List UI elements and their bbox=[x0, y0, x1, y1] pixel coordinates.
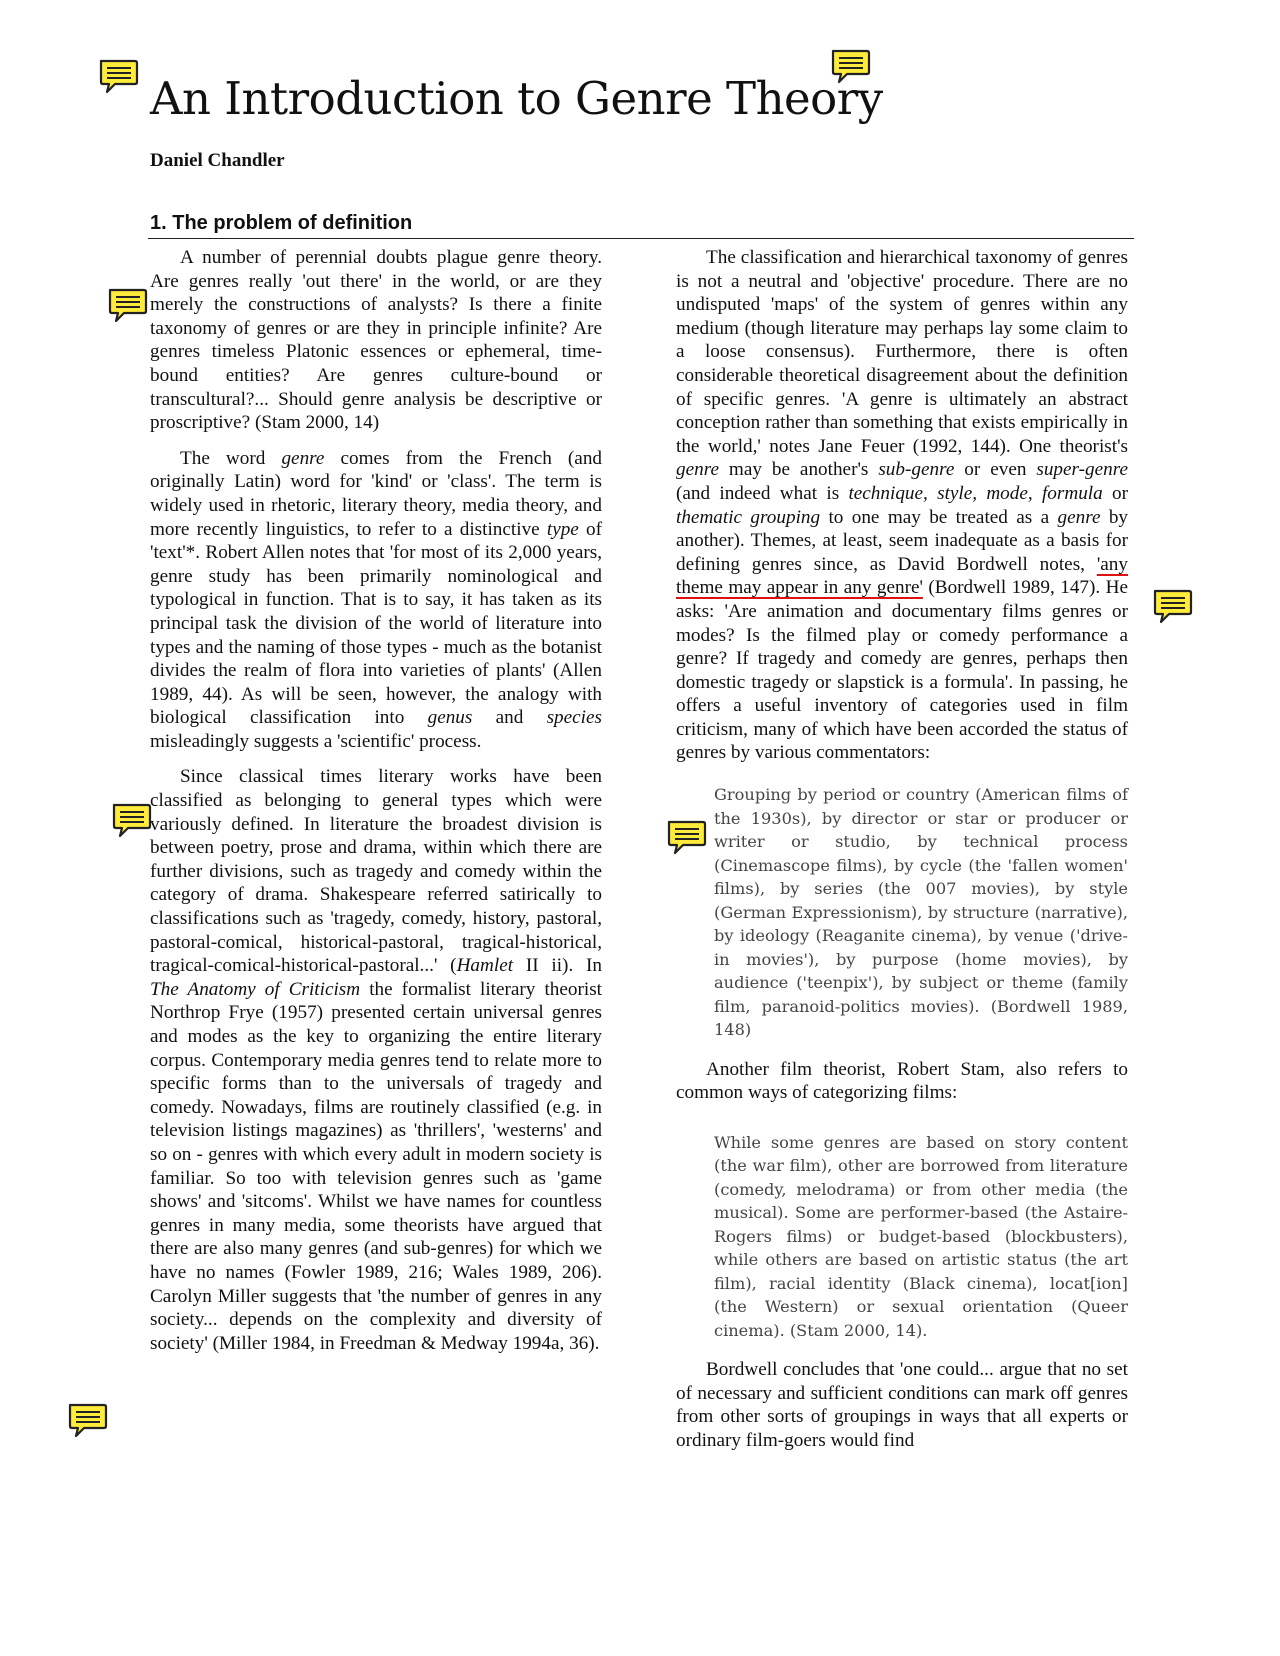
text-run: (Bordwell 1989, 147). He asks: 'Are animation and documentary films genres or modes? Is the filmed play or comedy performance a genre? If tragedy and comedy are genres, perhaps then domestic tragedy or slapstick is a formula'. In passing, he offers a useful inventory of categories used in film criticism, many of which have been accorded the status of genres by various commentators: bbox=[676, 577, 1128, 764]
emphasis-run: genus bbox=[427, 707, 473, 729]
comment-note-icon[interactable] bbox=[110, 800, 152, 842]
text-run: Since classical times literary works have been classified as belonging to general types which were variously defined. In literature the broadest division is between poetry, prose and drama, within which there are further divisions, such as tragedy and comedy within the category of drama. Shakespeare referred satirically to classifications such as 'tragedy, comedy, history, pastoral, pastoral-comical, historical-pastoral, tragical-historical, tragical-comical-historical-pastoral...' ( bbox=[150, 766, 602, 977]
author-name: Daniel Chandler bbox=[150, 150, 285, 171]
emphasis-run: super-genre bbox=[1036, 459, 1128, 481]
text-run: comes from the French (and originally Latin) word for 'kind' or 'class'. The term is widely used in rhetoric, literary theory, media theory, and more recently linguistics, to refer to a distinctive bbox=[150, 447, 603, 540]
right-column bbox=[676, 246, 1128, 1465]
text-run: II ii). In bbox=[513, 955, 602, 977]
paragraph-classical-times bbox=[150, 765, 602, 1355]
text-run: misleadingly suggests a 'scientific' process. bbox=[150, 730, 482, 752]
comment-note-icon[interactable] bbox=[665, 817, 707, 859]
paragraph-perennial-doubts: A number of perennial doubts plague genre theory. Are genres really 'out there' in the world, or are they merely the constructions of analysts? Is there a finite taxonomy of genres or are they in principle infinite? Are genres timeless Platonic essences or ephemeral, time-bound entities? Are genres culture-bound or transcultural?... Should genre analysis be descriptive or proscriptive? (Stam 2000, 14) bbox=[150, 247, 602, 434]
emphasis-run: genre bbox=[676, 459, 719, 481]
text-run: by another). Themes, at least, seem inadequate as a basis for defining genres since, as David Bordwell notes, bbox=[676, 506, 1129, 575]
page-title: An Introduction to Genre Theory bbox=[150, 72, 883, 125]
paragraph-robert-stam: Another film theorist, Robert Stam, also refers to common ways of categorizing films: bbox=[676, 1058, 1128, 1104]
comment-note-icon[interactable] bbox=[66, 1400, 108, 1442]
left-column bbox=[150, 246, 602, 1367]
comment-note-icon[interactable] bbox=[1151, 586, 1193, 628]
text-run: The word bbox=[180, 447, 282, 469]
text-run: The classification and hierarchical taxonomy of genres is not a neutral and 'objective' procedure. There are no undisputed 'maps' of the system of genres within any medium (though literature may perhaps lay some claim to a loose consensus). Furthermore, there is often considerable theoretical disagreement about the definition of specific genres. 'A genre is ultimately an abstract conception rather than something that exists empirically in the world,' notes Jane Feuer (1992, 144). One theorist's bbox=[676, 247, 1128, 457]
underline-highlight[interactable]: 'any theme may appear in any genre' bbox=[676, 553, 1128, 599]
comment-note-icon[interactable] bbox=[106, 285, 148, 327]
emphasis-run: species bbox=[546, 707, 602, 729]
paragraph-bordwell-concludes: Bordwell concludes that 'one could... argue that no set of necessary and sufficient conditions can mark off genres from other sorts of groupings in ways that all experts or ordinary film-goers would find bbox=[676, 1359, 1128, 1452]
comment-note-icon[interactable] bbox=[829, 46, 871, 88]
text-run: and bbox=[472, 707, 547, 729]
section-heading: 1. The problem of definition bbox=[150, 212, 413, 234]
text-run: (and indeed what is bbox=[676, 482, 849, 504]
paragraph-classification-taxonomy bbox=[676, 246, 1128, 765]
text-run: or even bbox=[954, 459, 1037, 481]
text-run: or bbox=[1102, 482, 1128, 504]
comment-note-icon[interactable] bbox=[97, 56, 139, 98]
text-run: to one may be treated as a bbox=[820, 506, 1058, 528]
heading-rule bbox=[148, 238, 1134, 239]
emphasis-run: technique, style, mode, formula bbox=[848, 482, 1103, 504]
text-run: may be another's bbox=[718, 459, 879, 481]
text-run: of 'text'*. Robert Allen notes that 'for most of its 2,000 years, genre study has been primarily nominological and typological in function. That is to say, it has taken as its principal task the division of the world of literature into types and the naming of those types - much as the botanist divides the realm of flora into varieties of plants' (Allen 1989, 44). As will be seen, however, the analogy with biological classification into bbox=[150, 518, 602, 729]
emphasis-run: The Anatomy of Criticism bbox=[150, 978, 361, 1000]
emphasis-run: genre bbox=[1057, 506, 1101, 528]
emphasis-run: sub-genre bbox=[878, 459, 955, 481]
emphasis-run: type bbox=[546, 518, 579, 540]
blockquote-bordwell: Grouping by period or country (American films of the 1930s), by director or star or producer or writer or studio, by technical process (Cinemascope films), by cycle (the 'fallen women' films), by series (the 007 movies), by style (German Expressionism), by structure (narrative), by ideology (Reaganite cinema), by venue ('drive-in movies'), by purpose (home movies), by audience ('teenpix'), by subject or theme (family film, paranoid-politics movies). (Bordwell 1989, 148) bbox=[714, 785, 1128, 1040]
emphasis-run: Hamlet bbox=[456, 955, 514, 977]
emphasis-run: genre bbox=[281, 447, 325, 469]
text-run: the formalist literary theorist Northrop Frye (1957) presented certain universal genres and modes as the key to organizing the entire literary corpus. Contemporary media genres tend to relate more to specific forms than to the universals of tragedy and comedy. Nowadays, films are routinely classified (e.g. in television listings magazines) as 'thrillers', 'westerns' and so on - genres with which every adult in modern society is familiar. So too with television genres such as 'game shows' and 'sitcoms'. Whilst we have names for countless genres in many media, some theorists have argued that there are also many genres (and sub-genres) for which we have no names (Fowler 1989, 216; Wales 1989, 206). Carolyn Miller suggests that 'the number of genres in any society... depends on the complexity and diversity of society' (Miller 1984, in Freedman & Medway 1994a, 36). bbox=[150, 978, 602, 1354]
emphasis-run: thematic grouping bbox=[676, 506, 821, 528]
paragraph-word-genre bbox=[150, 447, 602, 754]
blockquote-stam: While some genres are based on story content (the war film), other are borrowed from literature (comedy, melodrama) or from other media (the musical). Some are performer-based (the Astaire-Rogers films) or budget-based (blockbusters), while others are based on artistic status (the art film), racial identity (Black cinema), locat[ion] (the Western) or sexual orientation (Queer cinema). (Stam 2000, 14). bbox=[714, 1132, 1128, 1340]
